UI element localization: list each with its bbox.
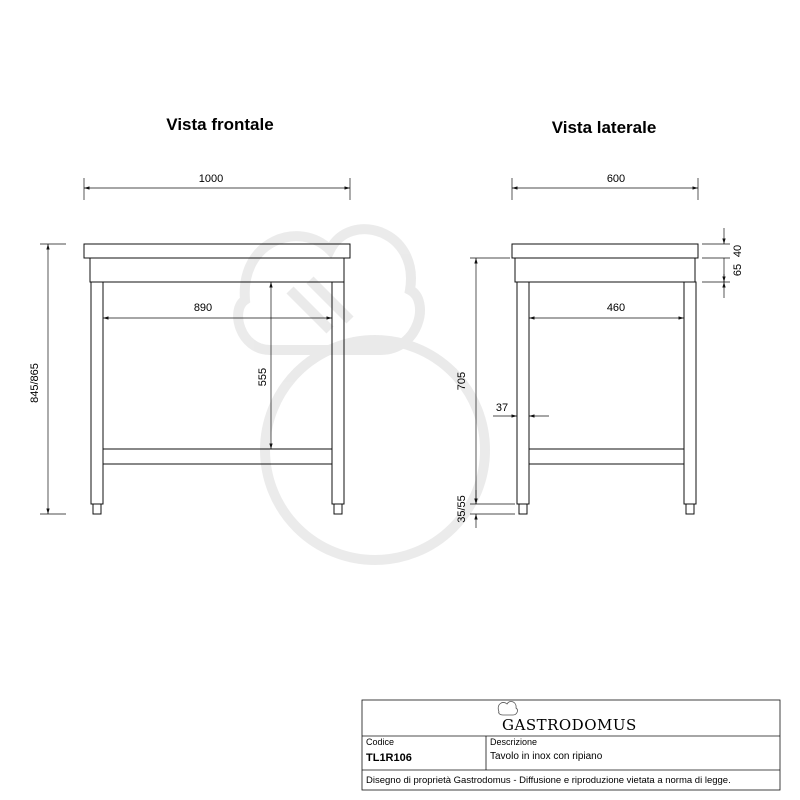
dim-leg-size: 37 <box>495 402 509 414</box>
footer-note: Disegno di proprietà Gastrodomus - Diffusione e riproduzione vietata a norma di legge. <box>366 775 731 786</box>
front-left-leg <box>91 282 103 504</box>
side-right-leg <box>684 282 696 504</box>
side-view-title: Vista laterale <box>551 118 657 137</box>
front-tabletop <box>84 244 350 258</box>
description-value: Tavolo in inox con ripiano <box>490 751 603 762</box>
front-apron <box>90 258 344 282</box>
side-left-leg <box>517 282 529 504</box>
side-view <box>512 244 698 514</box>
dim-total-height: 845/865 <box>29 363 41 403</box>
side-tabletop <box>512 244 698 258</box>
dim-shelf-height: 555 <box>257 367 269 387</box>
dim-top-thickness: 40 <box>732 244 744 258</box>
side-left-foot <box>519 504 527 514</box>
front-right-foot <box>334 504 342 514</box>
front-shelf <box>103 449 332 464</box>
code-value: TL1R106 <box>366 752 412 764</box>
front-left-foot <box>93 504 101 514</box>
front-view-title: Vista frontale <box>166 115 274 134</box>
watermark-logo <box>238 229 485 560</box>
brand-logo <box>498 701 637 734</box>
dim-front-width: 1000 <box>198 173 224 185</box>
side-dimensions <box>470 178 730 528</box>
dim-front-inner-width: 890 <box>193 302 213 314</box>
dim-foot-adjust: 35/55 <box>456 495 468 523</box>
dim-apron-height: 65 <box>732 263 744 277</box>
side-apron <box>515 258 695 282</box>
dim-side-depth: 600 <box>606 173 626 185</box>
description-label: Descrizione <box>490 737 538 747</box>
side-right-foot <box>686 504 694 514</box>
brand-name: GASTRODOMUS <box>502 716 637 734</box>
code-label: Codice <box>366 737 395 747</box>
dim-side-inner-depth: 460 <box>606 302 626 314</box>
dim-leg-height: 705 <box>456 371 468 391</box>
side-shelf <box>529 449 684 464</box>
